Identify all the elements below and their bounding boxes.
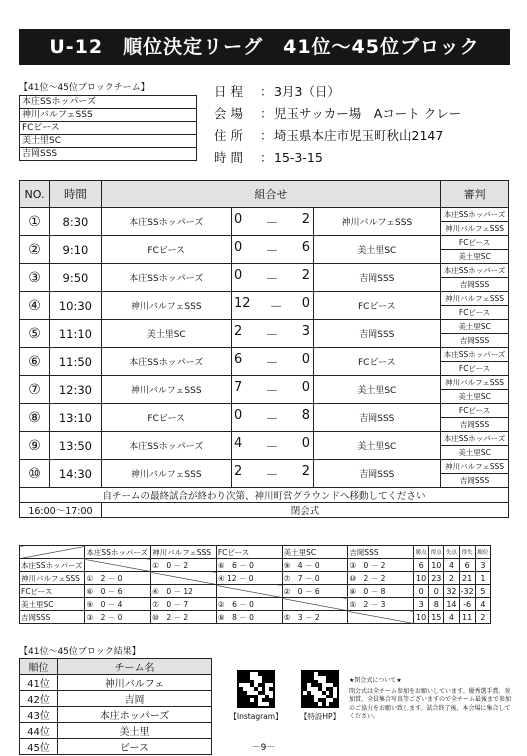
team-list [19,82,197,161]
match-referee: 美土里SC [441,320,509,334]
league-stat: 5 [475,585,490,598]
league-table [19,545,491,624]
league-row [20,611,491,624]
league-col-header: 神川バルフェSSS [151,546,217,559]
note-title: ★閉会式について★ [349,677,402,684]
league-result-cell: ⑨ 4 － 0 [282,559,348,572]
match-referee: FCビース [441,404,509,418]
league-row-team: 本庄SSホッパーズ [20,559,85,572]
results-header: 【41位～45位ブロック結果】 [19,647,141,657]
league-stat-header: 得点 [429,546,444,559]
league-result-cell: ⑦ 0 － 7 [151,598,217,611]
team-list-item: FCビース [20,122,197,135]
league-corner [20,546,85,559]
match-team-a: 本庄SSホッパーズ [101,208,231,236]
league-row-team: 吉岡SSS [20,611,85,624]
match-team-a: 神川バルフェSSS [101,460,231,488]
league-stat: 32 [444,585,459,598]
league-self-cell [348,611,414,624]
league-col-header: 本庄SSホッパーズ [85,546,151,559]
league-stat: 1 [475,572,490,585]
schedule-row [20,404,509,418]
match-no: ⑨ [20,432,50,460]
league-stat-header: 勝点 [414,546,429,559]
result-team: 神川バルフェ [58,675,212,691]
result-rank: 42位 [20,691,58,707]
league-result-cell: ⑧ 0 － 8 [348,585,414,598]
match-team-b: FCビース [313,348,441,376]
match-no: ⑤ [20,320,50,348]
schedule-row [20,264,509,278]
league-result-cell: ⑤ 3 － 2 [282,611,348,624]
match-score: 7 － 0 [231,376,313,404]
match-referee: 美土里SC [441,446,509,460]
match-time: 10:30 [49,292,101,320]
match-score: 4 － 0 [231,432,313,460]
match-referee: 本庄SSホッパーズ [441,208,509,222]
league-col-header: FCビース [216,546,282,559]
league-stat: 2 [444,572,459,585]
results-box [19,646,212,755]
league-stat: 0 [414,585,429,598]
match-team-a: 本庄SSホッパーズ [101,432,231,460]
ceremony-note [349,677,514,722]
match-time: 13:50 [49,432,101,460]
league-result-cell: ⑦ 7 － 0 [282,572,348,585]
match-team-b: 美土里SC [313,432,441,460]
league-result-cell: ⑩ 2 － 2 [151,611,217,624]
info-date: 日程 ： 3月3（日） [214,84,340,99]
event-info [214,80,514,168]
match-referee: 本庄SSホッパーズ [441,264,509,278]
league-result-cell: ③ 2 － 0 [85,611,151,624]
match-team-b: 美土里SC [313,376,441,404]
col-no: NO. [20,181,50,208]
league-stat: 3 [475,559,490,572]
league-stat-header: 得失 [459,546,475,559]
league-stat: 14 [444,598,459,611]
match-referee: 美土里SC [441,250,509,264]
match-team-b: 神川バルフェSSS [313,208,441,236]
match-team-b: FCビース [313,292,441,320]
league-stat: 4 [444,559,459,572]
match-referee: FCビース [441,236,509,250]
col-match: 組合せ [101,181,440,208]
league-result-cell: ② 6 － 0 [216,598,282,611]
league-stat: 4 [475,598,490,611]
match-score: 0 － 2 [231,208,313,236]
league-stat: 21 [459,572,475,585]
match-referee: 美土里SC [441,390,509,404]
match-score: 2 － 3 [231,320,313,348]
match-score: 0 － 2 [231,264,313,292]
match-no: ② [20,236,50,264]
result-team: 吉岡 [58,691,212,707]
league-row-team: 神川バルフェSSS [20,572,85,585]
match-score: 0 － 8 [231,404,313,432]
schedule-row [20,376,509,390]
league-result-cell: ⑥ 0 － 6 [85,585,151,598]
match-team-a: 神川バルフェSSS [101,376,231,404]
match-referee: 神川バルフェSSS [441,376,509,390]
schedule-row [20,292,509,306]
team-list-item: 神川バルフェSSS [20,109,197,122]
league-stat: 10 [429,559,444,572]
result-rank: 43位 [20,707,58,723]
league-row [20,559,491,572]
result-team: 本庄ホッパーズ [58,707,212,723]
league-stat: 8 [429,598,444,611]
league-stat: 0 [429,585,444,598]
match-no: ⑩ [20,460,50,488]
league-self-cell [282,598,348,611]
match-team-b: 吉岡SSS [313,320,441,348]
match-referee: 神川バルフェSSS [441,292,509,306]
page-title: U-12 順位決定リーグ 41位～45位ブロック [19,29,510,65]
match-no: ⑥ [20,348,50,376]
match-score: 0 － 6 [231,236,313,264]
schedule-row [20,432,509,446]
league-col-header: 吉岡SSS [348,546,414,559]
league-stat: 2 [475,611,490,624]
league-stat: 4 [444,611,459,624]
note-body: 閉会式は全チーム参加をお願いしています。優秀選手賞、参加賞、全員集合写真等ございますので全チーム最後まで参加のご協力をお願い致します。試合終了後、本会場に集合してください。 [349,687,512,720]
result-rank: 41位 [20,675,58,691]
league-stat: 23 [429,572,444,585]
league-result-cell: ① 2 － 0 [85,572,151,585]
league-result-cell: ② 0 － 6 [282,585,348,598]
match-team-a: FCビース [101,236,231,264]
league-result-cell: ⑩ 2 － 2 [348,572,414,585]
league-stat: 15 [429,611,444,624]
match-team-a: 本庄SSホッパーズ [101,264,231,292]
schedule-row [20,320,509,334]
results-col-team: チーム名 [58,659,212,675]
info-venue: 会場 ： 児玉サッカー場 Aコート クレー [214,106,462,121]
league-row [20,572,491,585]
result-team: 美土里 [58,723,212,739]
col-time: 時間 [49,181,101,208]
match-team-a: 本庄SSホッパーズ [101,348,231,376]
info-address: 住所 ： 埼玉県本庄市児玉町秋山2147 [214,128,444,143]
match-time: 13:10 [49,404,101,432]
col-ref: 審判 [441,181,509,208]
match-referee: FCビース [441,306,509,320]
match-team-b: 吉岡SSS [313,404,441,432]
match-no: ① [20,208,50,236]
league-col-header: 美土里SC [282,546,348,559]
league-row-team: FCビース [20,585,85,598]
league-result-cell: ④ 12 － 0 [216,572,282,585]
match-time: 8:30 [49,208,101,236]
league-stat: 11 [459,611,475,624]
schedule-row [20,236,509,250]
qr-label: 【特設HP】 [299,712,341,721]
league-result-cell: ⑤ 2 － 3 [348,598,414,611]
league-stat: -6 [459,598,475,611]
schedule-row [20,348,509,362]
league-stat: 3 [414,598,429,611]
match-referee: 吉岡SSS [441,278,509,292]
ceremony-time: 16:00～17:00 [20,503,102,518]
match-score: 6 － 0 [231,348,313,376]
team-list-item: 美土里SC [20,135,197,148]
match-time: 11:50 [49,348,101,376]
match-referee: 神川バルフェSSS [441,460,509,474]
league-result-cell: ⑨ 0 － 4 [85,598,151,611]
result-team: ビース [58,739,212,755]
league-row [20,585,491,598]
league-result-cell: ③ 0 － 2 [348,559,414,572]
match-time: 9:50 [49,264,101,292]
league-result-cell: ④ 0 － 12 [151,585,217,598]
results-col-rank: 順位 [20,659,58,675]
website-qr[interactable] [288,670,352,722]
league-result-cell: ⑥ 6 － 0 [216,559,282,572]
result-rank: 45位 [20,739,58,755]
schedule-table [19,180,509,518]
match-time: 9:10 [49,236,101,264]
league-stat: -32 [460,586,474,596]
notice-text: 自チームの最終試合が終わり次第、神川町営グラウンドへ移動してください [20,488,509,503]
league-stat: 6 [459,559,475,572]
team-list-item: 吉岡SSS [20,148,197,161]
league-stat: 10 [414,572,429,585]
match-referee: 本庄SSホッパーズ [441,348,509,362]
league-self-cell [216,585,282,598]
league-stat-header: 順位 [475,546,490,559]
team-list-header: 【41位～45位ブロックチーム】 [19,83,150,93]
league-stat-header: 失点 [444,546,459,559]
instagram-qr[interactable] [222,670,290,722]
league-result-cell: ① 0 － 2 [151,559,217,572]
match-score: 2 － 2 [231,460,313,488]
schedule-row [20,208,509,222]
match-time: 11:10 [49,320,101,348]
match-referee: 吉岡SSS [441,474,509,488]
match-referee: 吉岡SSS [441,334,509,348]
match-time: 12:30 [49,376,101,404]
league-row [20,598,491,611]
match-team-a: 神川バルフェSSS [101,292,231,320]
league-stat: 6 [414,559,429,572]
league-self-cell [151,572,217,585]
match-referee: 本庄SSホッパーズ [441,432,509,446]
match-team-b: 吉岡SSS [313,460,441,488]
league-self-cell [85,559,151,572]
match-team-a: 美土里SC [101,320,231,348]
match-no: ③ [20,264,50,292]
match-referee: 神川バルフェSSS [441,222,509,236]
match-no: ④ [20,292,50,320]
ceremony-label: 閉会式 [101,503,508,518]
page-number: －9－ [251,743,276,753]
match-team-b: 吉岡SSS [313,264,441,292]
info-time: 時間 ： 15-3-15 [214,149,323,165]
match-referee: 吉岡SSS [441,418,509,432]
league-row-team: 美土里SC [20,598,85,611]
match-time: 14:30 [49,460,101,488]
team-list-item: 本庄SSホッパーズ [20,96,197,109]
schedule-row [20,460,509,474]
match-team-a: FCビース [101,404,231,432]
result-rank: 44位 [20,723,58,739]
match-no: ⑧ [20,404,50,432]
qr-label: 【Instagram】 [229,712,283,721]
match-score: 12 － 0 [231,292,313,320]
match-referee: FCビース [441,362,509,376]
match-team-b: 美土里SC [313,236,441,264]
qr-code-icon [237,670,275,708]
match-no: ⑦ [20,376,50,404]
league-stat: 10 [414,611,429,624]
league-result-cell: ⑧ 8 － 0 [216,611,282,624]
qr-code-icon [301,670,339,708]
